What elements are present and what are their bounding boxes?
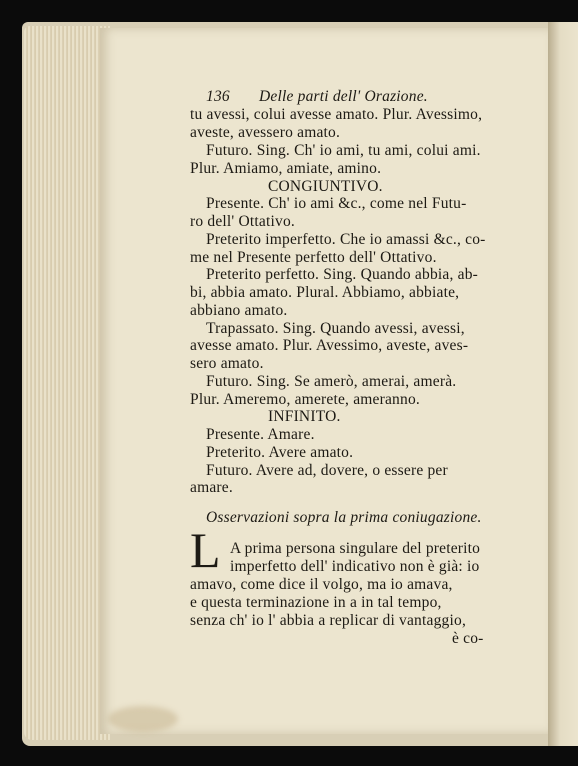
page-number: 136 xyxy=(206,88,230,105)
text-line: sero amato. xyxy=(190,355,264,372)
subsection-heading: Osservazioni sopra la prima coniugazione. xyxy=(206,509,482,526)
paper-stain xyxy=(108,706,178,732)
text-line: Preterito. Avere amato. xyxy=(206,444,354,461)
text-line: amare. xyxy=(190,479,233,496)
text-line: amavo, come dice il volgo, ma io amava, xyxy=(190,576,453,593)
running-head: Delle parti dell' Orazione. xyxy=(259,88,428,105)
text-line: me nel Presente perfetto dell' Ottativo. xyxy=(190,249,437,266)
text-line: e questa terminazione in a in tal tempo, xyxy=(190,594,442,611)
section-heading: INFINITO. xyxy=(268,408,341,425)
text-line: ro dell' Ottativo. xyxy=(190,213,295,230)
text-line: A prima persona singulare del preterito xyxy=(230,540,481,557)
text-line: imperfetto dell' indicativo non è già: io xyxy=(230,558,480,575)
text-line: abbiano amato. xyxy=(190,302,288,319)
text-line: senza ch' io l' abbia a replicar di vantaggio, xyxy=(190,612,467,629)
text-line: Futuro. Avere ad, dovere, o essere per xyxy=(206,462,448,479)
text-line: Preterito imperfetto. Che io amassi &c., co- xyxy=(206,231,486,248)
text-line: Plur. Amiamo, amiate, amino. xyxy=(190,160,382,177)
section-heading: CONGIUNTIVO. xyxy=(268,178,383,195)
catchword: è co- xyxy=(452,630,484,647)
text-line: Futuro. Sing. Se amerò, amerai, amerà. xyxy=(206,373,457,390)
drop-cap: L xyxy=(190,522,221,578)
text-line: Preterito perfetto. Sing. Quando abbia, ab- xyxy=(206,266,479,283)
text-line: Presente. Ch' io ami &c., come nel Futu- xyxy=(206,195,467,212)
text-line: Plur. Ameremo, amerete, ameranno. xyxy=(190,391,420,408)
text-line: Presente. Amare. xyxy=(206,426,315,443)
text-line: aveste, avessero amato. xyxy=(190,124,341,141)
text-line: tu avessi, colui avesse amato. Plur. Avessimo, xyxy=(190,106,483,123)
text-line: avesse amato. Plur. Avessimo, aveste, aves- xyxy=(190,337,469,354)
text-line: bi, abbia amato. Plural. Abbiamo, abbiate, xyxy=(190,284,460,301)
facing-page-edge xyxy=(548,22,578,746)
text-line: Trapassato. Sing. Quando avessi, avessi, xyxy=(206,320,465,337)
page-edges xyxy=(24,26,110,740)
text-line: Futuro. Sing. Ch' io ami, tu ami, colui ami. xyxy=(206,142,481,159)
